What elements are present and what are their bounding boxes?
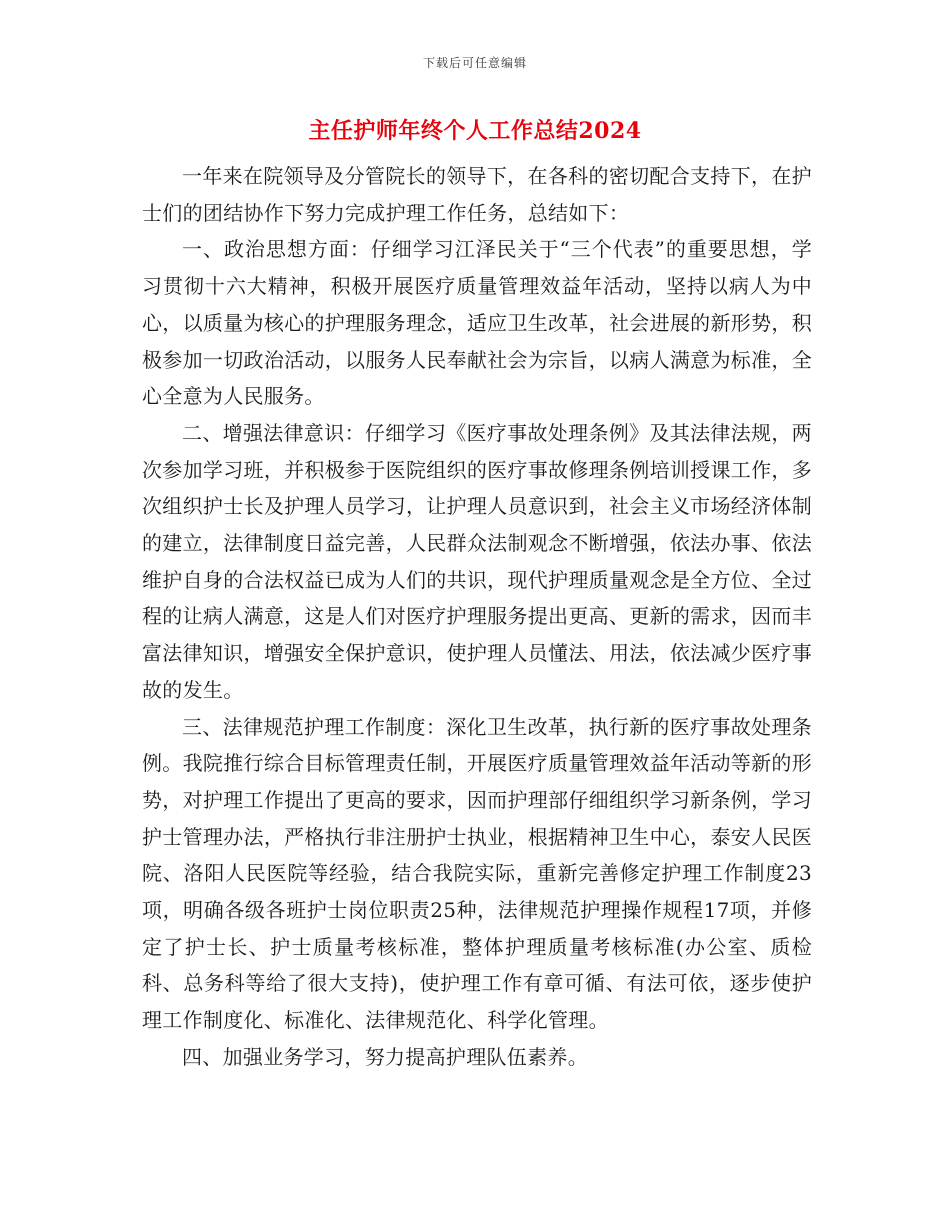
document-body <box>142 158 812 1076</box>
paragraph-intro: 一年来在院领导及分管院长的领导下，在各科的密切配合支持下，在护士们的团结协作下努力完成护理工作任务，总结如下： <box>142 164 812 225</box>
document-title: 主任护师年终个人工作总结2024 <box>308 118 642 144</box>
paragraph-legal-awareness: 二、增强法律意识：仔细学习《医疗事故处理条例》及其法律法规，两次参加学习班，并积极参于医院组织的医疗事故修理条例培训授课工作，多次组织护士长及护理人员学习，让护理人员意识到，社会主义市场经济体制的建立，法律制度日益完善，人民群众法制观念不断增强，依法办事、依法维护自身的合法权益已成为人们的共识，现代护理质量观念是全方位、全过程的让病人满意，这是人们对医疗护理服务提出更高、更新的需求，因而丰富法律知识，增强安全保护意识，使护理人员懂法、用法，依法减少医疗事故的发生。 <box>142 420 812 702</box>
paragraph-work-system: 三、法律规范护理工作制度：深化卫生改革，执行新的医疗事故处理条例。我院推行综合目标管理责任制，开展医疗质量管理效益年活动等新的形势，对护理工作提出了更高的要求，因而护理部仔细组织学习新条例，学习护士管理办法，严格执行非注册护士执业，根据精神卫生中心，泰安人民医院、洛阳人民医院等经验，结合我院实际，重新完善修定护理工作制度23项，明确各级各班护士岗位职责25种，法律规范护理操作规程17项，并修定了护士长、护士质量考核标准，整体护理质量考核标准(办公室、质检科、总务科等给了很大支持)，使护理工作有章可循、有法可依，逐步使护理工作制度化、标准化、法律规范化、科学化管理。 <box>142 714 812 1033</box>
paragraph-political: 一、政治思想方面：仔细学习江泽民关于“三个代表”的重要思想，学习贯彻十六大精神，积极开展医疗质量管理效益年活动，坚持以病人为中心，以质量为核心的护理服务理念，适应卫生改革，社会进展的新形势，积极参加一切政治活动，以服务人民奉献社会为宗旨，以病人满意为标准，全心全意为人民服务。 <box>142 237 812 409</box>
page-header-note: 下载后可任意编辑 <box>422 56 527 70</box>
paragraph-business-study: 四、加强业务学习，努力提高护理队伍素养。 <box>182 1044 588 1069</box>
